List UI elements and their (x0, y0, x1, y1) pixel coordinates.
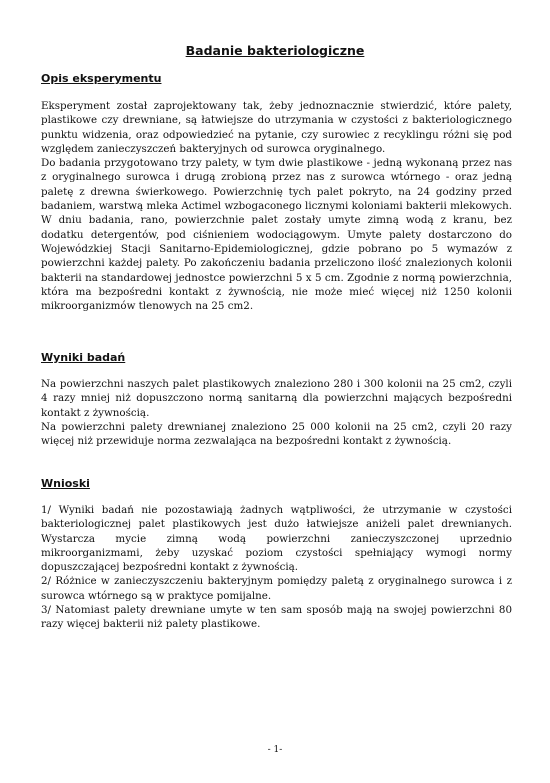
section-heading-wyniki: Wyniki badań (41, 351, 126, 364)
page-number: - 1- (267, 745, 283, 755)
paragraph: Na powierzchni naszych palet plastikowych znaleziono 280 i 300 kolonii na 25 cm2, czyli 4 razy mniej niż dopuszczono normą sanitarną dla powierzchni mających bezpośredni kontakt z żywnością. (41, 378, 512, 419)
section-body-opis (41, 99, 512, 313)
paragraph: 3/ Natomiast palety drewniane umyte w ten sam sposób mają na swojej powierzchni 80 razy więcej bakterii niż palety plastikowe. (41, 604, 512, 631)
section-body-wyniki (41, 377, 512, 448)
paragraph: Na powierzchni palety drewnianej znaleziono 25 000 kolonii na 25 cm2, czyli 20 razy więcej niż przewiduje norma zezwalająca na bezpośredni kontakt z żywnością. (41, 420, 512, 448)
section-body-wnioski (41, 503, 512, 632)
paragraph: 1/ Wyniki badań nie pozostawiają żadnych wątpliwości, że utrzymanie w czystości bakteriologicznej palet plastikowych jest dużo łatwiejsze aniżeli palet drewnianych. Wystarcza mycie zimną wodą powierzchni zanieczyszczonej uprzednio mikroorganizmami, żeby uzyskać poziom czystości spełniający wymogi normy dopuszczającej bezpośredni kontakt z żywnością. (41, 504, 512, 574)
document-title: Badanie bakteriologiczne (185, 43, 365, 58)
paragraph: Eksperyment został zaprojektowany tak, żeby jednoznacznie stwierdzić, które palety, plastikowe czy drewniane, są łatwiejsze do utrzymania w czystości z bakteriologicznego punktu widzenia, oraz odpowiedzieć na pytanie, czy surowiec z recyklingu różni się pod względem zanieczyszczeń bakteryjnych od surowca oryginalnego. (41, 100, 512, 155)
section-heading-wnioski: Wnioski (41, 477, 90, 490)
paragraph: 2/ Różnice w zanieczyszczeniu bakteryjnym pomiędzy paletą z oryginalnego surowca i z surowca wtórnego są w praktyce pomijalne. (41, 575, 512, 602)
paragraph: Do badania przygotowano trzy palety, w tym dwie plastikowe - jedną wykonaną przez nas z oryginalnego surowca i drugą zrobioną przez nas z surowca wtórnego - oraz jedną paletę z drewna świerkowego. Powierzchnię tych palet pokryto, na 24 godziny przed badaniem, warstwą mleka Actimel wzbogaconego licznymi koloniami bakterii mlekowych. W dniu badania, rano, powierzchnie palet zostały umyte zimną wodą z kranu, bez dodatku detergentów, pod ciśnieniem wodociągowym. Umyte palety dostarczono do Wojewódzkiej Stacji Sanitarno-Epidemiologicznej, gdzie pobrano po 5 wymazów z powierzchni każdej palety. Po zakończeniu badania przeliczono ilość znalezionych kolonii bakterii na standardowej jednostce powierzchni 5 x 5 cm. Zgodnie z normą powierzchnia, która ma bezpośredni kontakt z żywnością, nie może mieć więcej niż 1250 kolonii mikroorganizmów tlenowych na 25 cm2. (41, 157, 512, 313)
section-heading-opis: Opis eksperymentu (41, 72, 162, 85)
